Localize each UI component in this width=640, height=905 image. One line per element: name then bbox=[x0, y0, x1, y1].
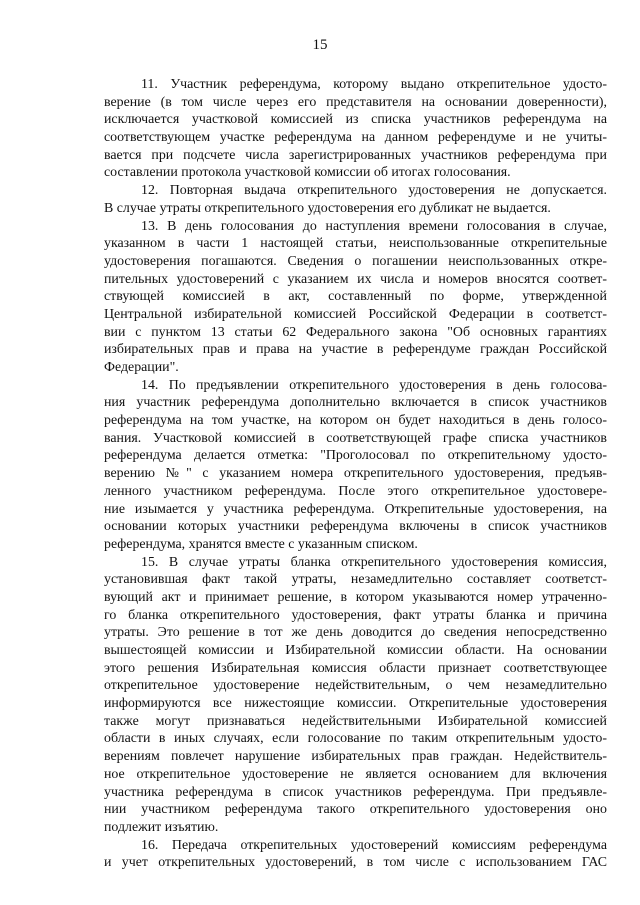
text-line: пительных удостоверений с указанием их числа и номеров вносятся соответ- bbox=[104, 271, 607, 287]
text-line: и учет открепительных удостоверений, в том числе с использованием ГАС bbox=[104, 855, 607, 871]
paragraph-13 bbox=[104, 218, 607, 377]
paragraph-15 bbox=[104, 554, 607, 837]
text-line: референдума, хранятся вместе с указанным списком. bbox=[104, 536, 418, 552]
text-line: референдума на том участке, на котором он будет находиться в день голосо- bbox=[104, 413, 607, 429]
text-line: этого решения Избирательная комиссия области признает соответствующее bbox=[104, 660, 607, 676]
text-line: ленного участником референдума. После этого открепительное удостовере- bbox=[104, 483, 607, 499]
text-line: нии участником референдума такого открепительного удостоверения оно bbox=[104, 802, 607, 818]
text-line: вующий акт и принимает решение, в котором указываются номер утраченно- bbox=[104, 589, 607, 605]
text-line: соответствующем участке референдума на данном референдуме и не учиты- bbox=[104, 130, 607, 146]
text-line: открепительное удостоверение недействительным, о чем незамедлительно bbox=[104, 678, 607, 694]
text-line: информируются все нижестоящие комиссии. Открепительные удостоверения bbox=[104, 696, 607, 712]
text-line: референдума делается отметка: "Проголосовал по открепительному удосто- bbox=[104, 448, 607, 464]
text-line: го бланка открепительного удостоверения, факт утраты бланка и причина bbox=[104, 607, 607, 623]
text-line: 13. В день голосования до наступления времени голосования в случае, bbox=[141, 218, 607, 234]
text-line: 15. В случае утраты бланка открепительного удостоверения комиссия, bbox=[141, 554, 607, 570]
page-number: 15 bbox=[312, 37, 328, 53]
text-line: удостоверения погашаются. Сведения о погашении неиспользованных откре- bbox=[104, 253, 607, 269]
paragraph-11 bbox=[104, 76, 607, 182]
text-line: вышестоящей комиссии и Избирательной комиссии области. На основании bbox=[104, 643, 607, 658]
text-line: верениям повлечет нарушение избирательных прав граждан. Недействитель- bbox=[104, 749, 607, 765]
text-line: также могут признаваться недействительными Избирательной комиссией bbox=[104, 713, 607, 729]
text-line: утраты. Это решение в тот же день доводится до сведения непосредственно bbox=[104, 625, 607, 641]
text-line: вается при подсчете числа зарегистрированных участников референдума при bbox=[104, 147, 607, 163]
text-line: верению №" с указанием номера открепительного удостоверения, предъяв- bbox=[104, 466, 607, 482]
paragraph-14 bbox=[104, 377, 607, 554]
text-line: участника референдума в список участников референдума. При предъявле- bbox=[104, 784, 607, 800]
text-line: основании которых участники референдума включены в список участников bbox=[104, 519, 607, 535]
text-line: вания. Участковой комиссией в соответствующей графе списка участников bbox=[104, 430, 607, 446]
text-line: ния участник референдума дополнительно включается в список участников bbox=[104, 395, 607, 411]
text-line: установившая факт такой утраты, незамедлительно составляет соответст- bbox=[104, 572, 607, 588]
text-line: вии с пунктом 13 статьи 62 Федерального закона "Об основных гарантиях bbox=[104, 324, 607, 340]
text-line: 14. По предъявлении открепительного удостоверения в день голосова- bbox=[141, 377, 607, 393]
text-line: составлении протокола участковой комиссии об итогах голосования. bbox=[104, 165, 511, 181]
paragraph-12 bbox=[104, 182, 607, 217]
text-line: верение (в том числе через его представителя на основании доверенности), bbox=[104, 94, 607, 110]
text-line: ние изымается у участника референдума. Открепительные удостоверения, на bbox=[104, 501, 607, 517]
text-line: подлежит изъятию. bbox=[104, 819, 219, 835]
document-body bbox=[104, 76, 607, 872]
text-line: В случае утраты открепительного удостоверения его дубликат не выдается. bbox=[104, 200, 551, 216]
text-line: 12. Повторная выдача открепительного удостоверения не допускается. bbox=[141, 183, 607, 199]
text-line: Федерации". bbox=[104, 360, 179, 375]
text-line: области в иных случаях, если голосование по таким открепительным удосто- bbox=[104, 731, 607, 747]
text-line: ствующей комиссией в акт, составленный по форме, утвержденной bbox=[104, 289, 607, 305]
paragraph-16 bbox=[104, 837, 607, 872]
text-line: исключается участковой комиссией из списка участников референдума на bbox=[104, 112, 607, 128]
text-line: 16. Передача открепительных удостоверений комиссиям референдума bbox=[141, 837, 607, 853]
text-line: избирательных прав и права на участие в референдуме граждан Российской bbox=[104, 342, 607, 358]
text-line: Центральной избирательной комиссией Российской Федерации в соответст- bbox=[104, 306, 607, 322]
text-line: указанном в части 1 настоящей статьи, неиспользованные открепительные bbox=[104, 236, 607, 252]
text-line: ное открепительное удостоверение не является основанием для включения bbox=[104, 766, 607, 782]
text-line: 11. Участник референдума, которому выдано открепительное удосто- bbox=[141, 77, 607, 92]
